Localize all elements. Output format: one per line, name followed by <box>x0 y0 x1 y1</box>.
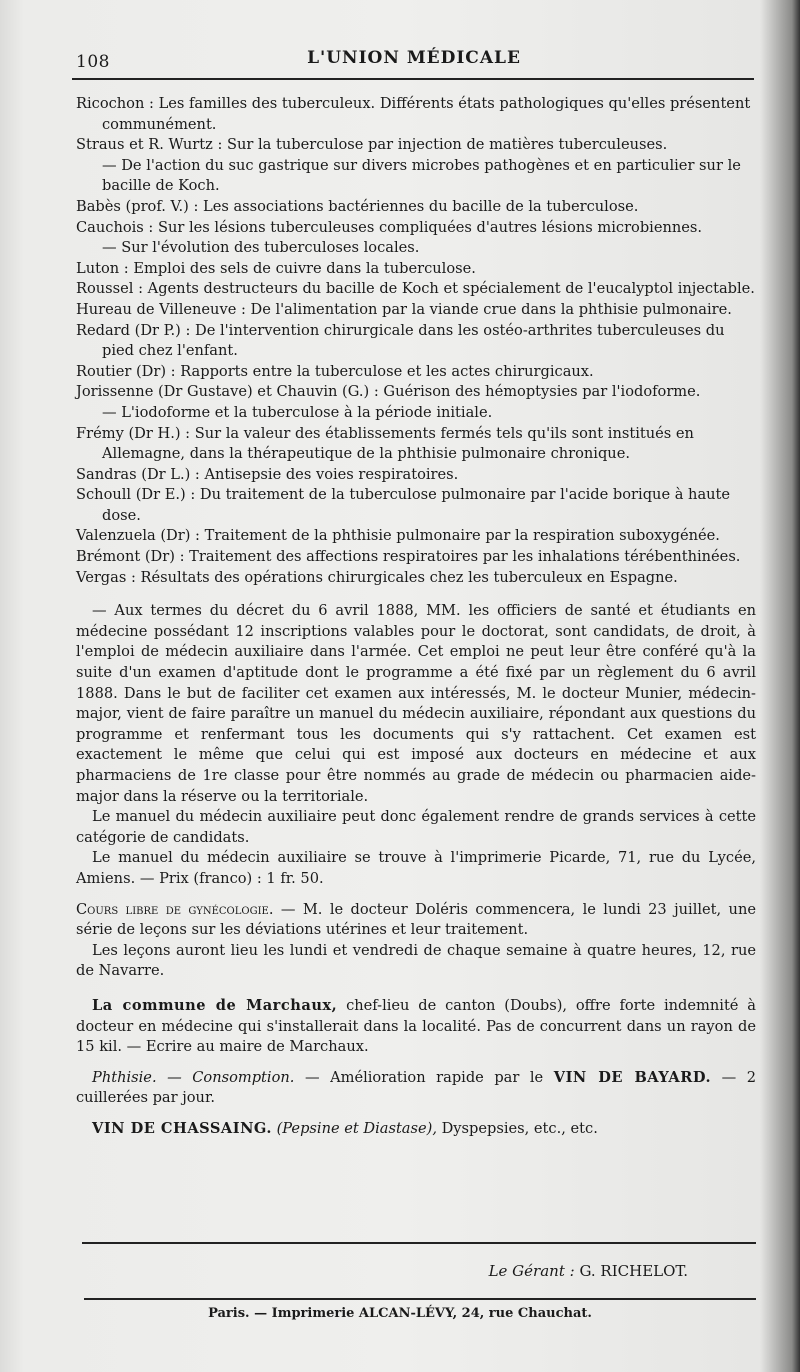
advert-chassaing <box>76 1119 756 1140</box>
gerant-label: Le Gérant : <box>488 1262 575 1280</box>
printer-imprint: Paris. — Imprimerie ALCAN-LÉVY, 24, rue Chauchat. <box>208 1306 592 1321</box>
page-header <box>76 44 752 78</box>
advert-bayard-text: — Amélioration rapide par le <box>304 1068 544 1086</box>
manual-paragraph: Le manuel du médecin auxiliaire peut donc également rendre de grands services à cette catégorie de candidats. <box>76 808 756 846</box>
list-item: Brémont (Dr) : Traitement des affections respiratoires par les inhalations térébenthinées. <box>76 548 741 566</box>
list-item: Valenzuela (Dr) : Traitement de la phthisie pulmonaire par la respiration suboxygénée. <box>76 527 720 545</box>
list-item: Hureau de Villeneuve : De l'alimentation par la viande crue dans la phthisie pulmonaire. <box>76 300 732 318</box>
advert-bayard-italic: Phthisie. — Consomption. <box>92 1068 295 1086</box>
course-text: — M. le docteur Doléris commencera, le lundi 23 juillet, une série de leçons sur les déviations utérines et leur traitement. <box>76 900 756 939</box>
header-rule <box>72 78 754 80</box>
course-paragraph <box>76 900 756 941</box>
list-item: Schoull (Dr E.) : Du traitement de la tuberculose pulmonaire par l'acide borique à haute dose. <box>76 486 731 524</box>
list-item: Roussel : Agents destructeurs du bacille de Koch et spécialement de l'eucalyptol injectable. <box>76 280 755 298</box>
list-item: Ricochon : Les familles des tuberculeux. Différents états pathologiques qu'elles présentent communément. <box>76 95 751 133</box>
list-item: Routier (Dr) : Rapports entre la tuberculose et les actes chirurgicaux. <box>76 362 594 380</box>
list-item: Vergas : Résultats des opérations chirurgicales chez les tuberculeux en Espagne. <box>76 568 678 586</box>
imprint-rule <box>84 1298 756 1300</box>
advert-bayard-tail: — 2 cuillerées par jour. <box>76 1068 757 1107</box>
course-schedule: Les leçons auront lieu les lundi et vendredi de chaque semaine à quatre heures, 12, rue de Navarre. <box>76 941 756 980</box>
list-item: Straus et R. Wurtz : Sur la tuberculose par injection de matières tuberculeuses. <box>76 136 668 154</box>
commune-notice <box>76 996 756 1058</box>
list-item: Luton : Emploi des sels de cuivre dans la tuberculose. <box>76 259 476 277</box>
list-item: Jorissenne (Dr Gustave) et Chauvin (G.) : Guérison des hémoptysies par l'iodoforme. <box>76 383 701 401</box>
list-item: Babès (prof. V.) : Les associations bactériennes du bacille de la tuberculose. <box>76 197 639 215</box>
gerant-signature <box>489 1262 688 1280</box>
list-item: — De l'action du suc gastrique sur divers microbes pathogènes et en particulier sur le bacille de Koch. <box>102 156 741 195</box>
list-item: Redard (Dr P.) : De l'intervention chirurgicale dans les ostéo-arthrites tuberculeuses du pied chez l'enfant. <box>76 321 725 360</box>
list-item: Cauchois : Sur les lésions tuberculeuses compliquées d'autres lésions microbiennes. <box>76 218 703 236</box>
gerant-name: G. RICHELOT. <box>579 1262 688 1280</box>
footer-rule <box>82 1242 756 1244</box>
list-item: — Sur l'évolution des tuberculoses locales. <box>102 239 420 257</box>
main-text <box>76 94 756 1140</box>
advert-bayard <box>76 1068 756 1109</box>
bibliography-list <box>76 94 756 588</box>
list-item: Sandras (Dr L.) : Antisepsie des voies respiratoires. <box>76 465 459 483</box>
advert-chassaing-italic: (Pepsine et Diastase), <box>276 1119 437 1137</box>
commune-heading: La commune de Marchaux, <box>92 996 338 1014</box>
manual-location-paragraph: Le manuel du médecin auxiliaire se trouve à l'imprimerie Picarde, 71, rue du Lycée, Amiens. — Prix (franco) : 1 fr. 50. <box>76 849 756 887</box>
list-item: — L'iodoforme et la tuberculose à la période initiale. <box>102 403 493 421</box>
commune-text: chef-lieu de canton (Doubs), offre forte indemnité à docteur en médecine qui s'installerait dans la localité. Pas de concurrent dans un rayon de 15 kil. — Ecrire au maire de Marchaux. <box>76 996 756 1056</box>
journal-title: L'UNION MÉDICALE <box>307 48 521 68</box>
page-number: 108 <box>76 52 110 72</box>
advert-chassaing-text: Dyspepsies, etc., etc. <box>441 1119 598 1137</box>
advert-chassaing-name: VIN DE CHASSAING. <box>92 1119 272 1137</box>
decree-paragraph: — Aux termes du décret du 6 avril 1888, MM. les officiers de santé et étudiants en médecine possédant 12 inscriptions valables pour le doctorat, sont candidats, de droit, à l'emploi de médecin auxiliaire dans l'armée. Cet emploi ne peut leur être conféré qu'à la suite d'un examen d'aptitude dont le programme a été fixé par un règlement du 6 avril 1888. Dans le but de faciliter cet examen aux intéressés, M. le docteur Munier, médecin-major, vient de faire paraître un manuel du médecin auxiliaire, répondant aux questions du programme et renfermant tous les documents qui s'y rattachent. Cet examen est exactement le même que celui qui est imposé aux docteurs en médecine et aux pharmaciens de 1re classe pour être nommés au grade de médecin ou pharmacien aide-major dans la réserve ou la territoriale. <box>76 602 756 805</box>
list-item: Frémy (Dr H.) : Sur la valeur des établissements fermés tels qu'ils sont institués en Allemagne, dans la thérapeutique de la phthisie pulmonaire chronique. <box>76 424 694 463</box>
course-heading: Cours libre de gynécologie. <box>76 900 274 918</box>
advert-bayard-name: VIN DE BAYARD. <box>553 1068 712 1086</box>
